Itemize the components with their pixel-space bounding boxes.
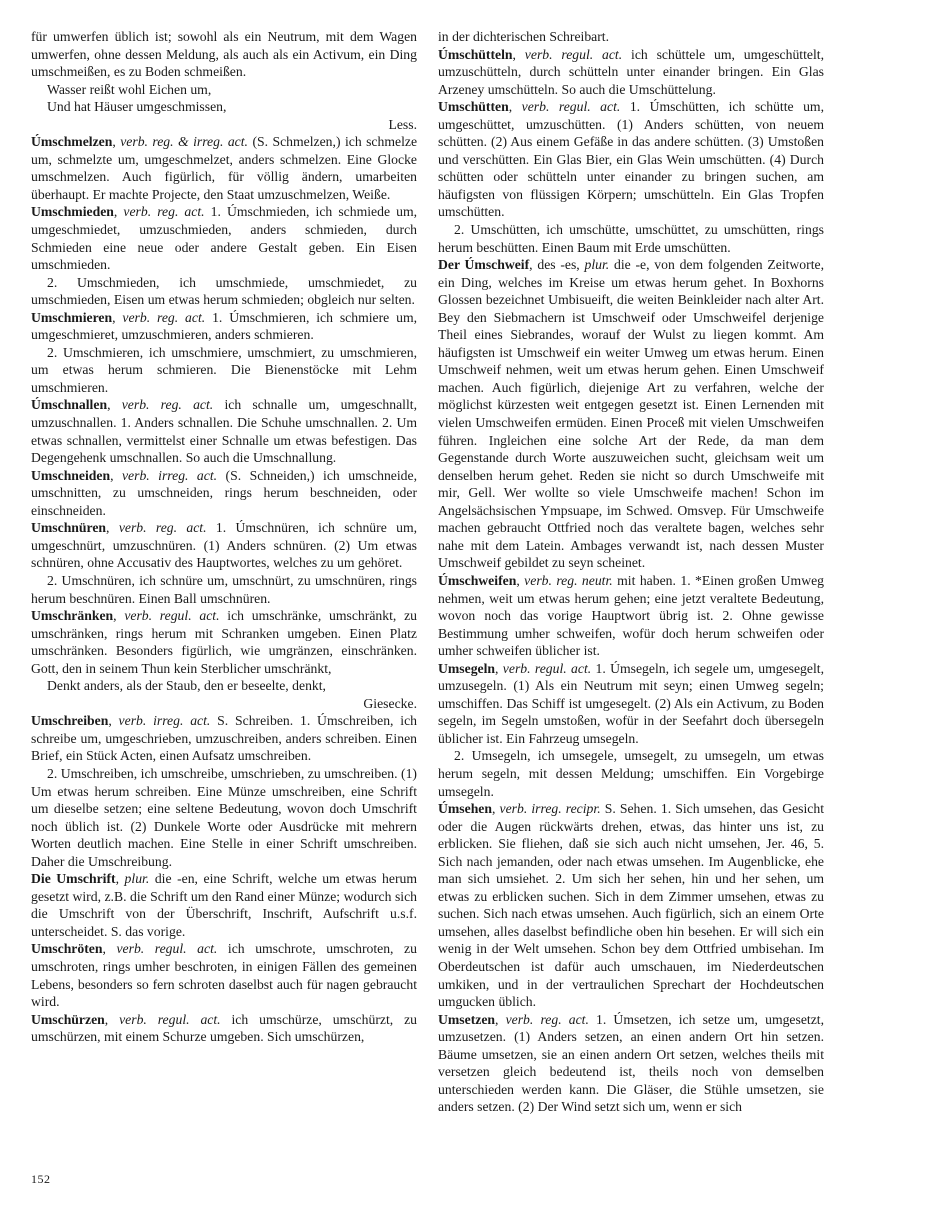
entry-subsense: 2. Umsegeln, ich umsegele, umsegelt, zu umsegeln, um etwas herum segeln, mit dessen Meldung; umschiffen. Ein Vorgebirge umsegeln. xyxy=(438,748,824,799)
entry-definition: ich schnalle um, umgeschnallt, umzuschnallen. 1. Anders schnallen. Die Schuhe umschnallen. 2. Um etwas schnallen, vermittelst einer Schnalle um etwas befestigen. Das Degengehenk umschnallen. So auch die Umschnallung. xyxy=(31,397,418,466)
entry-headword: Úmsehen xyxy=(438,801,492,817)
dictionary-entry: Umschnüren, verb. reg. act. 1. Úmschnüren, ich schnüre um, umgeschnürt, umzuschnüren. (1) Anders schnüren. (2) Um etwas schnüren, ohne Accusativ des Hauptwortes, welches zu um gehöret. xyxy=(31,520,418,571)
entry-grammar: verb. irreg. act. xyxy=(121,467,218,483)
right-column xyxy=(438,28,824,1116)
entry-definition: ich schüttele um, umgeschüttelt, umzuschütteln, durch schütteln unter einander bringen. Ein Glas Arzeney umschütteln. So auch die Umschüttelung. xyxy=(438,46,825,97)
entry-headword: Umschröten xyxy=(31,941,103,957)
entry-definition: mit haben. 1. *Einen großen Umweg nehmen, weit um etwas herum gehen; eine jetzt veraltete Bedeutung, wovon noch das vorige Hauptwort übrig ist. 2. Ohne gewisse Bestimmung umher schweifen, wofür doch herum schweifen oder umher schweifen üblicher ist. xyxy=(438,572,825,659)
entry-headword: Umsetzen xyxy=(438,1011,496,1027)
entry-definition: S. Schreiben. 1. Úmschreiben, ich schreibe um, umgeschrieben, umzuschreiben, anders schreiben. Einen Brief, ein Stück Acten, einen Aufsatz umschreiben. xyxy=(31,713,417,764)
entry-grammar: verb. regul. act. xyxy=(502,660,592,676)
entry-headword: Umschmieden xyxy=(31,204,114,220)
page-number: 152 xyxy=(31,1172,51,1186)
entry-definition: die -e, von dem folgenden Zeitworte, ein Ding, welches im Kreise um etwas herum gehet. In Boxhorns Glossen bezeichnet Umbisueift, die weiten Beinkleider nach alter Art. Bey den Siebmachern ist Umschweif oder Umschweifel derjenige Theil eines Siebrandes, worauf der Wulst zu liegen kommt. Am häufigsten ist Umschweif ein weiter Umweg um etwas herum. Einen Umschweif nehmen, weit um etwas herum gehen. Einen Umschweif machen. Auch figürlich, diejenige Art zu verfahren, welche der möglichst kürzesten weit entgegen gesetzt ist. Einen Lernenden mit vielen Umschweifen ermüden. Einen Proceß mit vielen Umschweifen führen. Ingleichen eine solche Art der Rede, da man dem Gegenstande durch Worte auszuweichen sucht, gleichsam weit um denselben herum gehet. Reden sie nicht so durch Umschweife mit mir, Gell. Wer wollte so viele Umschweife machen! Schon im Angelsächsischen Ympsuape, im Schwed. Omsvep. Für Umschweife machen gebraucht Ottfried noch das veraltete bagen, welches sehr nahe mit dem Latein. Ambages verwandt ist, nach dessen Muster Umschweif gebildet zu seyn scheinet. xyxy=(438,257,825,571)
entry-headword: Umschmieren xyxy=(31,309,113,325)
dictionary-entry: Umschränken, verb. regul. act. ich umschränke, umschränkt, zu umschränken, rings herum mit Schranken umgeben. Einen Platz umschränken. Besonders figürlich, wie umgränzen, einschränken. Gott, den in seinem Thun kein Sterblicher umschränkt, xyxy=(31,608,417,676)
entry-grammar: verb. reg. act. xyxy=(118,520,207,536)
dictionary-entry: Úmsehen, verb. irreg. recipr. S. Sehen. 1. Sich umsehen, das Gesicht oder die Augen rückwärts drehen, etwas, das hinter uns ist, zu erblicken. Sie fliehen, daß sie sich auch nicht umsehen, Jer. 46, 5. Sich nach jemanden, oder nach etwas umsehen. Im Augenblicke, ehe man sich umsiehet. 2. Um sich her sehen, hin und her sehen, um etwas zu erblicken suchen. Sich in dem Zimmer umsehen, etwas zu suchen. Sich nach etwas umsehen. Auch figürlich, sich an einem Orte umsehen, alles daselbst befindliche oben hin besehen. Er will sich ein wenig in der Welt umsehen. Schon bey dem Ottfried umbisehan. Im Oberdeutschen ist dafür auch umschauen, im Niederdeutschen umkiken, und in der vertraulichen Sprechart der Hochdeutschen umgucken üblich. xyxy=(438,801,825,1010)
entry-subsense: 2. Umschütten, ich umschütte, umschüttet, zu umschütten, rings herum beschütten. Einen Baum mit Erde umschütten. xyxy=(438,222,824,255)
dictionary-entry: Umschreiben, verb. irreg. act. S. Schreiben. 1. Úmschreiben, ich schreibe um, umgeschrieben, umzuschreiben, anders schreiben. Einen Brief, ein Stück Acten, einen Aufsatz umschreiben. xyxy=(31,713,417,764)
entry-headword: Der Úmschweif xyxy=(438,257,530,273)
entry-definition: die -en, eine Schrift, welche um etwas herum gesetzt wird, z.B. die Schrift um den Rand einer Münze; wodurch sich die Umschrift von der Überschrift, Inschrift, Aufschrift u.s.f. unterscheidet. S. das vorige. xyxy=(31,871,417,939)
entry-definition: S. Sehen. 1. Sich umsehen, das Gesicht oder die Augen rückwärts drehen, etwas, das hinter uns ist, zu erblicken. Sie fliehen, daß sie sich auch nicht umsehen, Jer. 46, 5. Sich nach jemanden, oder nach etwas umsehen. Im Augenblicke, ehe man sich umsiehet. 2. Um sich her sehen, hin und her sehen, um etwas zu erblicken suchen. Sich in dem Zimmer umsehen, etwas zu suchen. Sich nach etwas umsehen. Auch figürlich, sich an einem Orte umsehen, alles daselbst befindliche oben hin besehen. Er will sich ein wenig in der Welt umsehen. Schon bey dem Ottfried umbisehan. Im Oberdeutschen ist dafür auch umschauen, im Niederdeutschen umkiken, und in der vertraulichen Sprechart der Hochdeutschen umgucken üblich. xyxy=(438,801,825,1010)
dictionary-entry: Úmschweifen, verb. reg. neutr. mit haben. 1. *Einen großen Umweg nehmen, weit um etwas herum gehen; eine jetzt veraltete Bedeutung, wovon noch das vorige Hauptwort übrig ist. 2. Ohne gewisse Bestimmung umher schweifen, wofür doch herum schweifen oder umher schweifen üblicher ist. xyxy=(438,572,825,659)
dictionary-entry: Úmschmelzen, verb. reg. & irreg. act. (S. Schmelzen,) ich schmelze um, schmelzte um, umgeschmelzet, anders schmelzen. Eine Glocke umschmelzen. Auch figürlich, für völlig ändern, umarbeiten überhaupt. Er machte Projecte, den Staat umzuschmelzen, Weiße. xyxy=(31,134,418,202)
entry-grammar: verb. reg. act. xyxy=(121,397,214,413)
entry-subsense: 2. Umschnüren, ich schnüre um, umschnürt, zu umschnüren, rings herum beschnüren. Einen Ball umschnüren. xyxy=(31,572,417,606)
entry-grammar: verb. regul. act. xyxy=(521,99,621,115)
entry-grammar: verb. reg. act. xyxy=(505,1011,589,1027)
dictionary-entry: Umsetzen, verb. reg. act. 1. Úmsetzen, ich setze um, umgesetzt, umzusetzen. (1) Anders setzen, an einen andern Ort hin setzen. Bäume umsetzen, sie an einen andern Ort setzen, welches theils mit versetzen gleich bedeutend ist, theils noch von demselben unterschieden werden kann. Die Gläser, die Stühle umsetzen, sie anders setzen. (2) Der Wind setzt sich um, wenn er sich xyxy=(438,1011,825,1115)
entry-definition: (S. Schmelzen,) ich schmelze um, schmelzte um, umgeschmelzet, anders schmelzen. Eine Glocke umschmelzen. Auch figürlich, für völlig ändern, umarbeiten überhaupt. Er machte Projecte, den Staat umzuschmelzen, Weiße. xyxy=(31,134,418,202)
entry-headword: Umschränken xyxy=(31,608,114,624)
entry-headword: Die Umschrift xyxy=(31,871,116,887)
entry-headword: Umsegeln xyxy=(438,660,496,676)
entry-definition: 1. Úmschnüren, ich schnüre um, umgeschnürt, umzuschnüren. (1) Anders schnüren. (2) Um etwas schnüren, ohne Accusativ des Hauptwortes, welches zu um gehöret. xyxy=(31,520,418,571)
entry-grammar: verb. reg. & irreg. act. xyxy=(120,134,248,150)
dictionary-entry: Úmschütteln, verb. regul. act. ich schüttele um, umgeschüttelt, umzuschütteln, durch schütteln unter einander bringen. Ein Glas Arzeney umschütteln. So auch die Umschüttelung. xyxy=(438,46,825,97)
entry-headword: Umschreiben xyxy=(31,713,109,729)
entry-definition: 1. Úmschütten, ich schütte um, umgeschüttet, umzuschütten. (1) Anders schütten, von neuem schütten. (2) Aus einem Gefäße in das andere schütten. (3) Umstoßen und verschütten. Ein Glas Bier, ein Glas Wein umschütten. (4) Durch schütten oder schütteln unter einander zu bringen suchen, am häufigsten von flüssigen Körpern; umschütteln. Ein Glas Tropfen umschütten. xyxy=(438,99,825,220)
entry-headword: Umschürzen xyxy=(31,1011,105,1027)
entry-grammar: verb. regul. act. xyxy=(124,608,220,624)
quote-source: Giesecke. xyxy=(363,695,417,711)
entry-subsense: 2. Umschreiben, ich umschreibe, umschrieben, zu umschreiben. (1) Um etwas herum schreiben. Eine Münze umschreiben, eine Schrift um dieselbe setzen; eine seltene Bedeutung, wovon doch Umschrift noch üblich ist. (2) Dunkele Worte oder Ausdrücke mit mehrern Worten deutlich machen. Eine Stelle in einer Schrift umschreiben. Daher die Umschreibung. xyxy=(31,765,417,869)
dictionary-entry: Die Umschrift, plur. die -en, eine Schrift, welche um etwas herum gesetzt wird, z.B. die Schrift um den Rand einer Münze; wodurch sich die Umschrift von der Überschrift, Inschrift, Aufschrift u.s.f. unterscheidet. S. das vorige. xyxy=(31,871,417,939)
dictionary-entry: Umsegeln, verb. regul. act. 1. Úmsegeln, ich segele um, umgesegelt, umzusegeln. (1) Als ein Neutrum mit seyn; einen Umweg segeln; umschiffen. Das Schiff ist umgesegelt. (2) Als ein Activum, zu Boden segeln, im Segeln umstoßen, wofür in der Seefahrt doch übersegeln üblicher ist. Ein Fahrzeug umsegeln. xyxy=(438,660,824,746)
entry-definition: 1. Úmsegeln, ich segele um, umgesegelt, umzusegeln. (1) Als ein Neutrum mit seyn; einen Umweg segeln; umschiffen. Das Schiff ist umgesegelt. (2) Als ein Activum, zu Boden segeln, im Segeln umstoßen, wofür in der Seefahrt doch übersegeln üblicher ist. Ein Fahrzeug umsegeln. xyxy=(438,660,824,746)
dictionary-entry: Umschmieren, verb. reg. act. 1. Úmschmieren, ich schmiere um, umgeschmieret, umzuschmieren, anders schmieren. xyxy=(31,309,418,343)
entry-grammar: verb. regul. act. xyxy=(119,1011,221,1027)
dictionary-entry: Umschneiden, verb. irreg. act. (S. Schneiden,) ich umschneide, umschnitten, zu umschneiden, rings herum beschneiden, oder einschneiden. xyxy=(31,467,418,518)
continued-text: für umwerfen üblich ist; sowohl als ein Neutrum, mit dem Wagen umwerfen, ohne dessen Meldung, als auch als ein Activum, ein Ding umschmeißen, es zu Boden schmeißen. xyxy=(31,29,417,80)
left-column xyxy=(31,28,417,1046)
entry-grammar: verb. reg. act. xyxy=(123,204,205,220)
verse-quote: Denkt anders, als der Staub, den er beseelte, denkt, xyxy=(47,678,326,694)
verse-quote: Und hat Häuser umgeschmissen, xyxy=(47,99,227,115)
entry-headword: Umschneiden xyxy=(31,467,111,483)
entry-grammar: verb. reg. neutr. xyxy=(524,572,613,588)
dictionary-entry: Umschürzen, verb. regul. act. ich umschürze, umschürzt, zu umschürzen, mit einem Schurze umgeben. Sich umschürzen, xyxy=(31,1011,417,1045)
entry-headword: Umschnüren xyxy=(31,520,107,536)
entry-definition: ich umschränke, umschränkt, zu umschränken, rings herum mit Schranken umgeben. Einen Platz umschränken. Besonders figürlich, wie umgränzen, einschränken. Gott, den in seinem Thun kein Sterblicher umschränkt, xyxy=(31,608,417,676)
entry-definition: 1. Úmschmieden, ich schmiede um, umgeschmiedet, umzuschmieden, anders schmieden, durch Schmieden eine neue oder andere Gestalt geben. Ein Eisen umschmieden. xyxy=(31,204,418,273)
entry-subsense: 2. Umschmieden, ich umschmiede, umschmiedet, zu umschmieden, Eisen um etwas herum schmieden; obgleich nur selten. xyxy=(31,274,417,308)
entry-headword: Úmschmelzen xyxy=(31,134,113,150)
dictionary-entry: Umschmieden, verb. reg. act. 1. Úmschmieden, ich schmiede um, umgeschmiedet, umzuschmieden, anders schmieden, durch Schmieden eine neue oder andere Gestalt geben. Ein Eisen umschmieden. xyxy=(31,204,418,273)
entry-headword: Úmschütteln xyxy=(438,46,513,62)
quote-source: Less. xyxy=(388,116,417,132)
entry-grammar: verb. reg. act. xyxy=(122,309,206,325)
entry-grammar: plur. xyxy=(584,257,610,273)
dictionary-entry: Umschröten, verb. regul. act. ich umschrote, umschroten, zu umschroten, rings umher beschroten, in einigen Fällen des gemeinen Lebens, besonders so fern schroten daselbst auch für nagen gebraucht wird. xyxy=(31,941,417,1010)
dictionary-entry: Úmschnallen, verb. reg. act. ich schnalle um, umgeschnallt, umzuschnallen. 1. Anders schnallen. Die Schuhe umschnallen. 2. Um etwas schnallen, vermittelst einer Schnalle um etwas befestigen. Das Degengehenk umschnallen. So auch die Umschnallung. xyxy=(31,397,418,466)
entry-definition: (S. Schneiden,) ich umschneide, umschnitten, zu umschneiden, rings herum beschneiden, oder einschneiden. xyxy=(31,467,418,518)
entry-grammar: plur. xyxy=(124,871,150,887)
entry-headword: Úmschweifen xyxy=(438,572,517,588)
entry-grammar: verb. regul. act. xyxy=(116,941,218,957)
dictionary-entry: Umschütten, verb. regul. act. 1. Úmschütten, ich schütte um, umgeschüttet, umzuschütten. (1) Anders schütten, von neuem schütten. (2) Aus einem Gefäße in das andere schütten. (3) Umstoßen und verschütten. Ein Glas Bier, ein Glas Wein umschütten. (4) Durch schütten oder schütteln unter einander zu bringen suchen, am häufigsten von flüssigen Körpern; umschütteln. Ein Glas Tropfen umschütten. xyxy=(438,99,825,220)
verse-quote: Wasser reißt wohl Eichen um, xyxy=(47,81,212,97)
entry-grammar: verb. regul. act. xyxy=(524,46,623,62)
entry-definition: ich umschürze, umschürzt, zu umschürzen, mit einem Schurze umgeben. Sich umschürzen, xyxy=(31,1011,417,1045)
entry-definition: 1. Úmsetzen, ich setze um, umgesetzt, umzusetzen. (1) Anders setzen, an einen andern Ort hin setzen. Bäume umsetzen, sie an einen andern Ort setzen, welches theils mit versetzen gleich bedeutend ist, theils noch von demselben unterschieden werden kann. Die Gläser, die Stühle umsetzen, sie anders setzen. (2) Der Wind setzt sich um, wenn er sich xyxy=(438,1011,825,1115)
dictionary-entry: Der Úmschweif, des -es, plur. die -e, von dem folgenden Zeitworte, ein Ding, welches im Kreise um etwas herum gehet. In Boxhorns Glossen bezeichnet Umbisueift, die weiten Beinkleider nach alter Art. Bey den Siebmachern ist Umschweif oder Umschweifel derjenige Theil eines Siebrandes, worauf der Wulst zu liegen kommt. Am häufigsten ist Umschweif ein weiter Umweg um etwas herum. Einen Umschweif nehmen, weit um etwas herum gehen. Einen Umschweif machen. Auch figürlich, diejenige Art zu verfahren, welche der möglichst kürzesten weit entgegen gesetzt ist. Einen Lernenden mit vielen Umschweifen ermüden. Einen Proceß mit vielen Umschweifen führen. Ingleichen eine solche Art der Rede, da man dem Gegenstande durch Worte auszuweichen sucht, gleichsam weit um denselben herum gehet. Reden sie nicht so durch Umschweife mit mir, Gell. Wer wollte so viele Umschweife machen! Schon im Angelsächsischen Ympsuape, im Schwed. Omsvep. Für Umschweife machen gebraucht Ottfried noch das veraltete bagen, welches sehr nahe mit dem Latein. Ambages verwandt ist, nach dessen Muster Umschweif gebildet zu seyn scheinet. xyxy=(438,257,825,571)
entry-grammar: verb. irreg. recipr. xyxy=(499,801,601,817)
entry-subsense: 2. Umschmieren, ich umschmiere, umschmiert, zu umschmieren, um etwas herum schmieren. Die Bienenstöcke mit Lehm umschmieren. xyxy=(31,344,417,395)
continued-text: in der dichterischen Schreibart. xyxy=(438,29,610,44)
entry-headword: Úmschnallen xyxy=(31,397,108,413)
entry-headword: Umschütten xyxy=(438,99,509,115)
entry-grammar: verb. irreg. act. xyxy=(118,713,211,729)
entry-definition: 1. Úmschmieren, ich schmiere um, umgeschmieret, umzuschmieren, anders schmieren. xyxy=(31,309,418,343)
entry-definition: ich umschrote, umschroten, zu umschroten, rings umher beschroten, in einigen Fällen des gemeinen Lebens, besonders so fern schroten daselbst auch für nagen gebraucht wird. xyxy=(31,941,417,1010)
